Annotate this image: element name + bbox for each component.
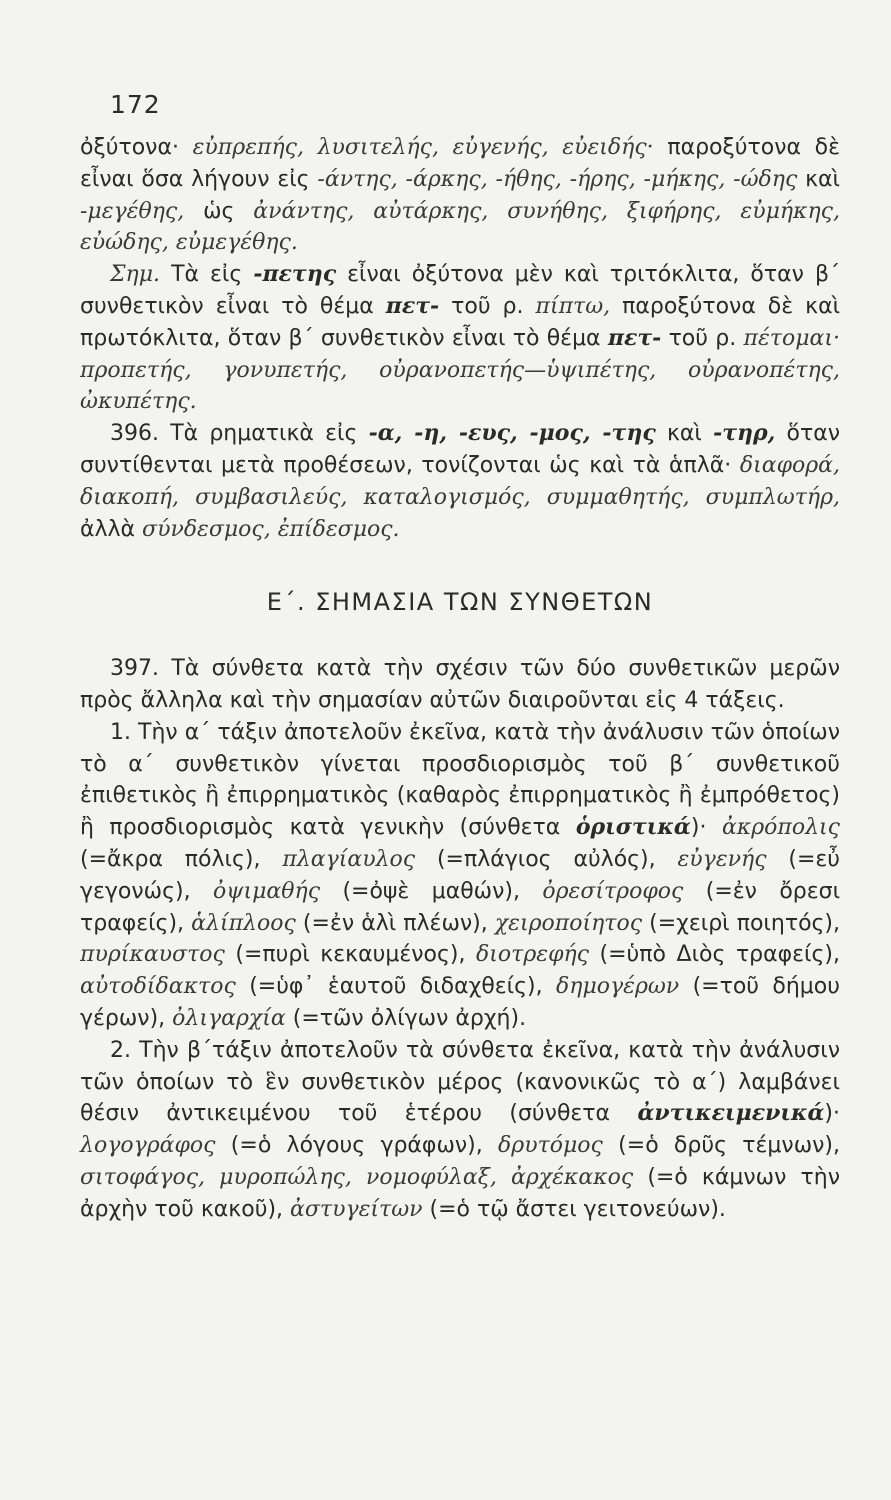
term-bold: ἀντικειμενικά [637, 1100, 825, 1127]
gloss: (=εὖ γεγονώς), [80, 846, 841, 904]
gloss: (=ὑφ᾽ ἑαυτοῦ διδαχθείς), [249, 974, 543, 1000]
stem-bold: πετ- [607, 324, 662, 351]
gloss: (=ἐν ἁλὶ πλέων), [302, 910, 488, 936]
gloss: (=ὀψὲ μαθών), [342, 878, 520, 904]
text: ὅταν συντίθενται μετὰ προθέσεων, τονίζονται ὡς καὶ τὰ ἁπλᾶ· [80, 421, 841, 478]
endings-bold: -α, -η, -ευς, -μος, -της [368, 420, 656, 447]
text: τοῦ ρ. [668, 325, 737, 351]
gloss: (=χειρὶ ποιητός), [649, 910, 841, 936]
text: τοῦ ρ. [451, 293, 524, 319]
gloss: (=ἐν ὄρεσι τραφείς), [80, 878, 841, 936]
example-words: εὐπρεπής, λυσιτελής, εὐγενής, εὐειδής· [192, 135, 654, 160]
verb: πέτομαι· [743, 325, 840, 351]
paragraph-class-2 [80, 1035, 840, 1226]
text: 396. Τὰ ρηματικὰ εἰς [110, 421, 358, 447]
gloss: (=πυρὶ κεκαυμένος), [235, 942, 466, 968]
gloss: (=ὁ λόγους γράφων), [230, 1133, 483, 1159]
section-heading: Ε΄. ΣΗΜΑΣΙΑ ΤΩΝ ΣΥΝΘΕΤΩΝ [266, 588, 654, 617]
body-text [80, 132, 840, 1226]
example-word: διοτρεφής [476, 942, 589, 968]
example-word: λογογράφος [80, 1133, 216, 1159]
example-word: ἁλίπλοος [191, 910, 296, 936]
example-word: εὐγενής [677, 846, 767, 872]
example-word: ἀστυγείτων [290, 1196, 423, 1222]
text: ὡς [203, 198, 235, 224]
text: )· [824, 1101, 840, 1127]
paragraph-396 [80, 418, 840, 545]
text: καὶ [666, 421, 702, 447]
note-label: Σημ. [110, 262, 161, 288]
text: παροξύτονα δὲ καὶ πρωτόκλιτα, ὅταν β΄ συνθετικὸν εἶναι τὸ θέμα [80, 293, 841, 351]
example-words: σιτοφάγος, μυροπώλης, νομοφύλαξ, ἀρχέκακος [80, 1164, 634, 1190]
example-word: ὀψιμαθής [213, 878, 321, 904]
example-word: ἀκρόπολις [721, 815, 840, 841]
endings: -άντης, -άρκης, -ήθης, -ήρης, -μήκης, -ώδης [317, 166, 798, 192]
verb: πίπτω, [535, 293, 611, 319]
gloss: (=ὁ τῷ ἄστει γειτονεύων). [429, 1196, 726, 1222]
example-word: ὀλιγαρχία [172, 1005, 286, 1031]
gloss: (=πλάγιος αὐλός), [436, 846, 656, 872]
gloss: (=τοῦ δήμου γέρων), [80, 974, 840, 1031]
ending-bold: -πετης [253, 261, 337, 288]
example-word: αὐτοδίδακτος [80, 974, 236, 1000]
text: 2. Τὴν β΄τάξιν ἀποτελοῦν τὰ σύνθετα ἐκεῖνα, κατὰ τὴν ἀνάλυσιν τῶν ὁποίων τὸ ἓν συνθετικὸν μέρος (κανονικῶς τὸ α΄) λαμβάνει θέσιν ἀντικειμένου τοῦ ἑτέρου (σύνθετα [80, 1037, 840, 1127]
example-word: πλαγίαυλος [282, 846, 416, 872]
paragraph-note [80, 259, 840, 418]
text: Τὰ εἰς [171, 262, 243, 288]
ending-bold: -τηρ, [713, 420, 776, 447]
example-word: χειροποίητος [494, 910, 643, 936]
text: 1. Τὴν α΄ τάξιν ἀποτελοῦν ἐκεῖνα, κατὰ τὴν ἀνάλυσιν τῶν ὁποίων τὸ α΄ συνθετικὸν γίνεται προσδιορισμὸς τοῦ β΄ συνθετικοῦ ἐπιθετικὸς ἢ ἐπιρρηματικὸς (καθαρὸς ἐπιρρηματικὸς ἢ ἐμπρόθετος) ἢ προσδιορισμὸς κατὰ γενικὴν (σύνθετα [80, 719, 840, 841]
text: )· [690, 815, 707, 841]
text: εἶναι ὀξύτονα μὲν καὶ τριτόκλιτα, ὅταν β΄ συνθετικὸν εἶναι τὸ θέμα [80, 262, 840, 319]
text: ἀλλὰ [80, 516, 136, 542]
term-bold: ὁριστικά [575, 814, 691, 841]
gloss: (=ὁ δρῦς τέμνων), [618, 1133, 840, 1159]
example-word: ὀρεσίτροφος [542, 878, 684, 904]
paragraph-oxytone [80, 132, 840, 259]
gloss: (=ὁ κάμνων τὴν ἀρχὴν τοῦ κακοῦ), [80, 1164, 840, 1222]
endings: -μεγέθης, [80, 198, 185, 224]
gloss: (=τῶν ὀλίγων ἀρχή). [292, 1005, 527, 1031]
paragraph-class-1 [80, 717, 840, 1035]
paragraph-397: 397. Τὰ σύνθετα κατὰ τὴν σχέσιν τῶν δύο συνθετικῶν μερῶν πρὸς ἄλληλα καὶ τὴν σημασίαν αὐτῶν διαιροῦνται εἰς 4 τάξεις. [80, 656, 840, 713]
example-word: πυρίκαυστος [80, 942, 225, 968]
example-words: ἀνάντης, αὐτάρκης, συνήθης, ξιφήρης, εὐμήκης, εὐώδης, εὐμεγέθης. [80, 198, 840, 256]
text: ὀξύτονα· [80, 135, 179, 160]
example-words: προπετής, γονυπετής, οὐρανοπετής—ὑψιπέτης, οὐρανοπέτης, ὠκυπέτης. [80, 357, 840, 415]
text: καὶ [805, 166, 841, 192]
example-word: δρυτόμος [498, 1133, 603, 1159]
text: παροξύτονα δὲ εἶναι ὅσα λήγουν εἰς [80, 135, 841, 192]
gloss: (=ἄκρα πόλις), [80, 846, 261, 872]
gloss: (=ὑπὸ Διὸς τραφείς), [599, 942, 840, 968]
example-words: διαφορά, διακοπή, συμβασιλεύς, καταλογισμός, συμμαθητής, συμπλωτήρ, [80, 452, 841, 510]
page-number: 172 [110, 90, 161, 119]
example-words: σύνδεσμος, ἐπίδεσμος. [142, 516, 400, 542]
stem-bold: πετ- [385, 292, 440, 319]
example-word: δημογέρων [556, 974, 680, 1000]
